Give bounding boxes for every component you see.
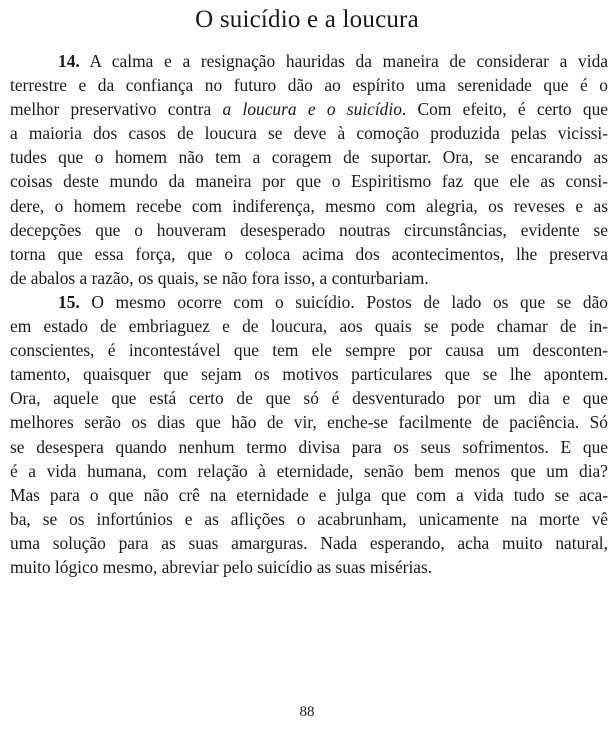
paragraph-line: em estado de embriaguez e de loucura, aos quais se pode chamar de in- (10, 316, 608, 337)
body-text (10, 49, 608, 579)
paragraph-line: uma solução para as suas amarguras. Nada esperando, acha muito natural, (10, 532, 608, 553)
paragraph-line: se desespera quando nenhum termo divisa para os seus sofrimentos. E que (10, 436, 608, 457)
page-number: 88 (299, 704, 315, 720)
paragraph-line: conscientes, é incontestável que tem ele sempre por causa um desconten- (10, 340, 608, 361)
paragraph-line: dere, o homem recebe com indiferença, mesmo com alegria, os reveses e as (10, 195, 608, 216)
paragraph-line: Mas para o que não crê na eternidade e julga que com a vida tudo se aca- (10, 484, 608, 505)
paragraph-line: melhor preservativo contra a loucura e o suicídio. Com efeito, é certo que (10, 99, 609, 120)
paragraph-line: torna que essa força, que o coloca acima dos acontecimentos, lhe preserva (10, 243, 608, 264)
paragraph-14-line-1: 14. A calma e a resignação hauridas da maneira de considerar a vida (58, 51, 608, 71)
page-title: O suicídio e a loucura (195, 6, 419, 33)
paragraph-line: Ora, aquele que está certo de que só é desventurado por um dia e que (10, 388, 608, 409)
paragraph-line: coisas deste mundo da maneira por que o Espiritismo faz que ele as consi- (10, 171, 608, 192)
paragraph-line: tamento, quaisquer que sejam os motivos particulares que se lhe apontem. (10, 364, 608, 385)
paragraph-line: de abalos a razão, os quais, se não fora isso, a conturbariam. (10, 267, 429, 288)
paragraph-line: muito lógico mesmo, abreviar pelo suicídio as suas misérias. (10, 556, 433, 577)
paragraph-line: a maioria dos casos de loucura se deve à comoção produzida pelas vicissi- (10, 123, 608, 144)
paragraph-line: decepções que o houveram desesperado noutras circunstâncias, evidente se (10, 219, 608, 240)
paragraph-line: ba, se os infortúnios e as aflições o acabrunham, unicamente na morte vê (10, 508, 608, 529)
emphasis-text: a loucura e o suicídio (222, 99, 402, 120)
paragraph-line: terrestre e da confiança no futuro dão ao espírito uma serenidade que é o (10, 75, 608, 96)
paragraph-number: 14. (58, 51, 80, 71)
paragraph-line: é a vida humana, com relação à eternidade, senão bem menos que um dia? (10, 460, 608, 481)
paragraph-number: 15. (58, 291, 80, 312)
paragraph-15-line-1: 15. O mesmo ocorre com o suicídio. Postos de lado os que se dão (58, 291, 608, 312)
paragraph-line: melhores serão os dias que hão de vir, enche-se facilmente de paciência. Só (10, 412, 608, 433)
paragraph-line: tudes que o homem não tem a coragem de suportar. Ora, se encarando as (10, 147, 608, 168)
